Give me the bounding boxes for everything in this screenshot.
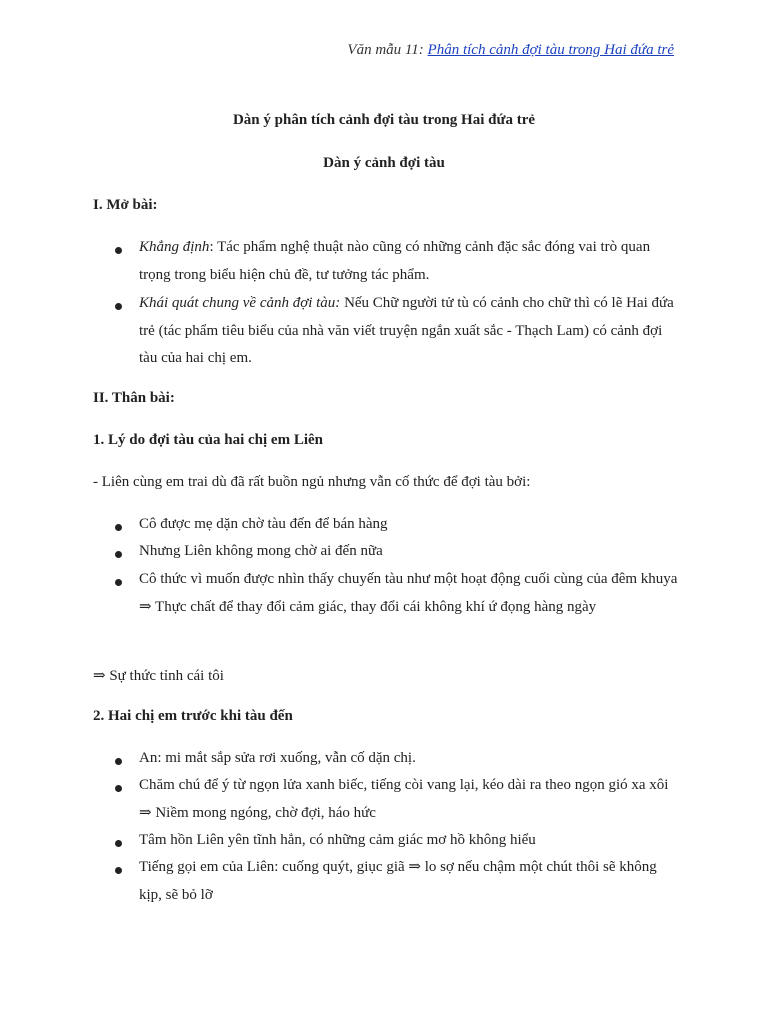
bullet-text: An: mi mắt sắp sửa rơi xuống, vẫn cố dặn chị. (139, 750, 416, 766)
paragraph-intro: - Liên cùng em trai dù đã rất buồn ngủ nhưng vẫn cố thức để đợi tàu bởi: (93, 474, 531, 490)
sub-title: Dàn ý cảnh đợi tàu (323, 155, 445, 171)
article-link[interactable]: Phân tích cảnh đợi tàu trong Hai đứa trẻ (427, 42, 674, 58)
subsection-2-heading: 2. Hai chị em trước khi tàu đến (93, 708, 293, 724)
bullet-emphasis: Khái quát chung về cảnh đợi tàu: (139, 295, 341, 311)
section-1-heading: I. Mở bài: (93, 197, 158, 213)
bullet-text: Cô thức vì muốn được nhìn thấy chuyến tàu như một hoạt động cuối cùng của đêm khuya ⇒ Thực chất để thay đổi cảm giác, thay đổi cái không khí ứ đọng hàng ngày (139, 571, 678, 615)
section-2-heading: II. Thân bài: (93, 390, 175, 406)
bullet-text: Nếu Chữ người tử tù có cảnh cho chữ thì có lẽ Hai đứa trẻ (tác phẩm tiêu biểu của nhà văn viết truyện ngắn xuất sắc - Thạch Lam) có cảnh đợi tàu của hai chị em. (139, 295, 674, 366)
header-prefix: Văn mẫu 11: (347, 42, 428, 58)
bullet-text: Nhưng Liên không mong chờ ai đến nữa (139, 543, 383, 559)
conclusion-line: ⇒ Sự thức tỉnh cái tôi (93, 668, 224, 684)
main-title: Dàn ý phân tích cảnh đợi tàu trong Hai đứa trẻ (232, 112, 536, 128)
page-header (347, 42, 674, 59)
bullet-text: Tiếng gọi em của Liên: cuống quýt, giục giã ⇒ lo sợ nếu chậm một chút thôi sẽ không kịp, sẽ bỏ lỡ (139, 859, 657, 903)
bullet-text: Tâm hồn Liên yên tĩnh hẳn, có những cảm giác mơ hồ không hiểu (139, 832, 536, 848)
bullet-text: : Tác phẩm nghệ thuật nào cũng có những cảnh đặc sắc đóng vai trò quan trọng trong biểu hiện chủ đề, tư tưởng tác phẩm. (139, 239, 651, 283)
bullet-text: Chăm chú để ý từ ngọn lửa xanh biếc, tiếng còi vang lại, kéo dài ra theo ngọn gió xa xôi ⇒ Niềm mong ngóng, chờ đợi, háo hức (139, 777, 669, 821)
subsection-1-heading: 1. Lý do đợi tàu của hai chị em Liên (93, 432, 324, 448)
bullet-text: Cô được mẹ dặn chờ tàu đến để bán hàng (139, 516, 388, 532)
bullet-emphasis: Khẳng định (139, 239, 210, 255)
